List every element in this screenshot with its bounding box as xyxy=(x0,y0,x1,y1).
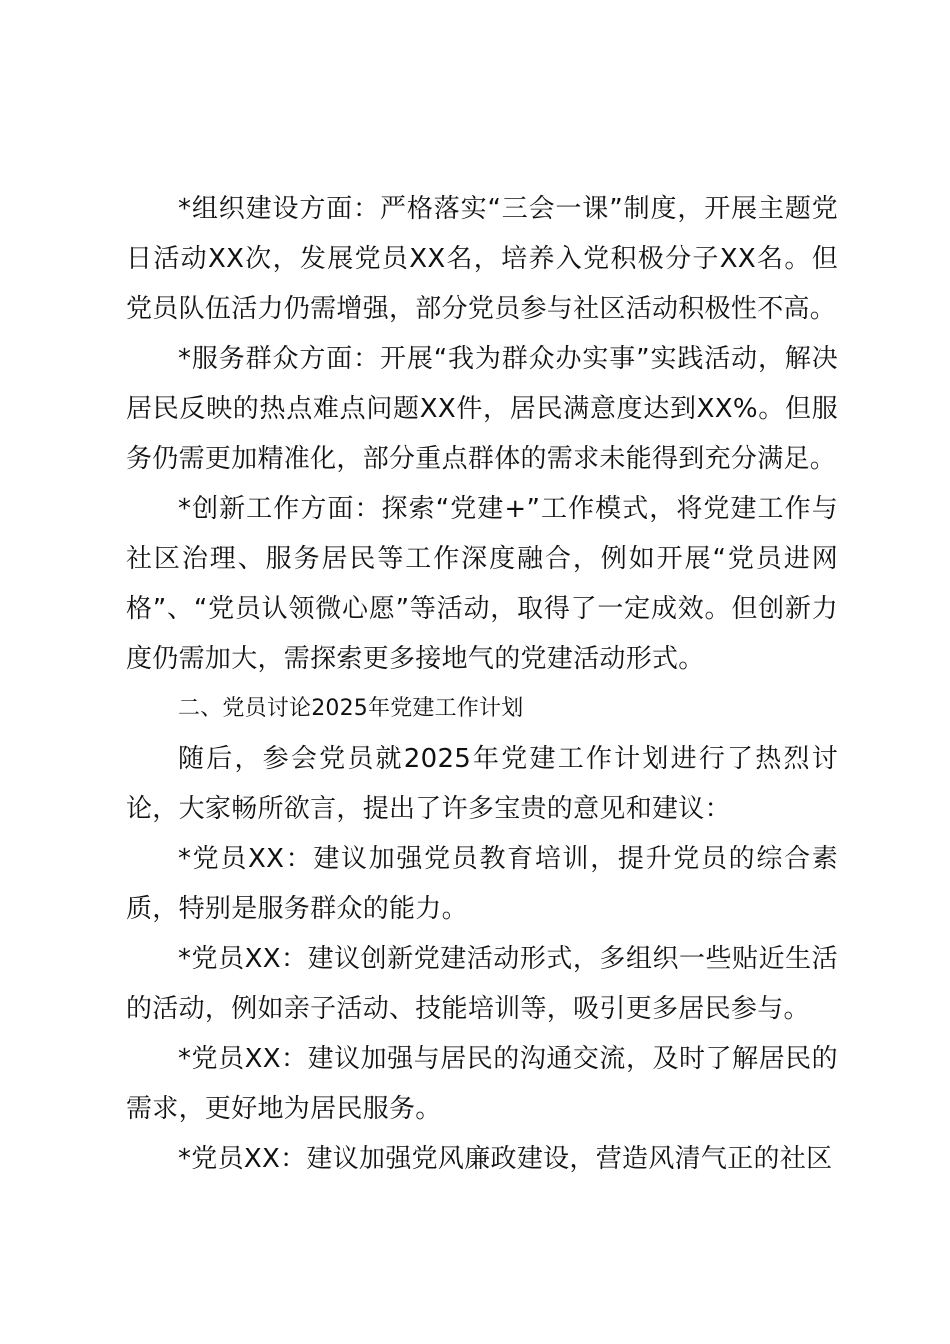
document-body xyxy=(126,184,838,1184)
paragraph-member-suggestion-4: *党员XX：建议加强党风廉政建设，营造风清气正的社区 xyxy=(178,1144,833,1174)
paragraph-member-suggestion-1: *党员XX：建议加强党员教育培训，提升党员的综合素质，特别是服务群众的能力。 xyxy=(126,844,838,924)
paragraph-organization-building: *组织建设方面：严格落实“三会一课”制度，开展主题党日活动XX次，发展党员XX名，培养入党积极分子XX名。但党员队伍活力仍需增强，部分党员参与社区活动积极性不高。 xyxy=(126,194,838,324)
paragraph-serving-masses: *服务群众方面：开展“我为群众办实事”实践活动，解决居民反映的热点难点问题XX件，居民满意度达到XX%。但服务仍需更加精准化，部分重点群体的需求未能得到充分满足。 xyxy=(126,344,838,474)
section-heading: 二、党员讨论2025年党建工作计划 xyxy=(178,696,524,721)
paragraph-member-suggestion-3: *党员XX：建议加强与居民的沟通交流，及时了解居民的需求，更好地为居民服务。 xyxy=(126,1044,838,1124)
paragraph-discussion-intro: 随后，参会党员就2025年党建工作计划进行了热烈讨论，大家畅所欲言，提出了许多宝贵的意见和建议： xyxy=(126,744,838,824)
paragraph-innovation-work: *创新工作方面：探索“党建+”工作模式，将党建工作与社区治理、服务居民等工作深度融合，例如开展“党员进网格”、“党员认领微心愿”等活动，取得了一定成效。但创新力度仍需加大，需探索更多接地气的党建活动形式。 xyxy=(126,494,838,674)
paragraph-member-suggestion-2: *党员XX：建议创新党建活动形式，多组织一些贴近生活的活动，例如亲子活动、技能培训等，吸引更多居民参与。 xyxy=(126,944,838,1024)
